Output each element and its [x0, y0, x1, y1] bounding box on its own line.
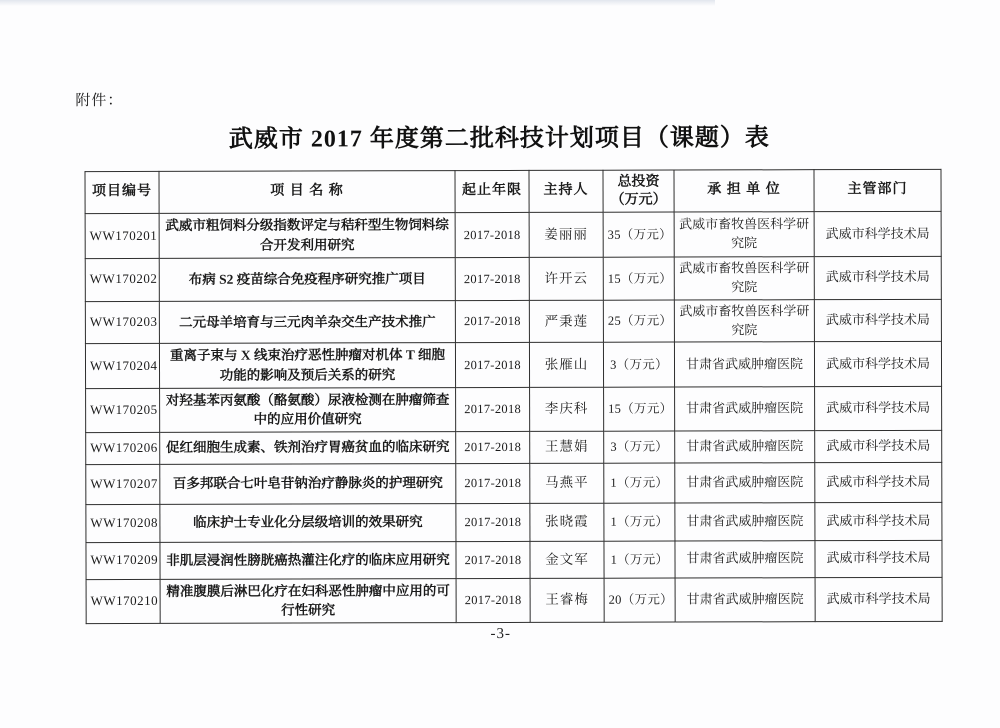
cell-undertaker: 武威市畜牧兽医科学研究院 — [674, 212, 814, 257]
cell-project-id: WW170202 — [85, 258, 159, 301]
cell-period: 2017-2018 — [456, 541, 530, 578]
cell-project-name: 百多邦联合七叶皂苷钠治疗静脉炎的护理研究 — [160, 463, 456, 504]
cell-supervisor: 武威市科学技术局 — [814, 256, 941, 299]
cell-leader: 金文军 — [530, 541, 604, 578]
cell-undertaker: 武威市畜牧兽医科学研究院 — [674, 299, 814, 342]
table-row — [85, 256, 941, 301]
cell-undertaker: 甘肃省武威肿瘤医院 — [675, 540, 815, 577]
table-row — [85, 211, 941, 258]
cell-project-id: WW170209 — [86, 542, 160, 579]
cell-project-name: 布病 S2 疫苗综合免疫程序研究推广项目 — [159, 258, 455, 301]
cell-investment: 3（万元） — [603, 342, 674, 386]
cell-investment: 1（万元） — [604, 541, 675, 578]
cell-period: 2017-2018 — [455, 300, 529, 343]
cell-investment: 25（万元） — [603, 300, 674, 343]
cell-leader: 张晓霞 — [530, 503, 604, 541]
cell-project-name: 对羟基苯丙氨酸（酪氨酸）尿液检测在肿瘤筛查中的应用价值研究 — [160, 387, 456, 432]
projects-table — [84, 169, 942, 624]
column-header: 起止年限 — [455, 170, 529, 212]
attachment-label: 附件： — [75, 92, 124, 110]
cell-investment: 20（万元） — [604, 578, 675, 622]
cell-investment: 15（万元） — [603, 257, 674, 300]
column-header: 项 目 名 称 — [159, 171, 455, 214]
table-row — [86, 502, 942, 542]
cell-supervisor: 武威市科学技术局 — [815, 577, 942, 621]
column-header: 项目编号 — [85, 171, 159, 213]
cell-project-name: 临床护士专业化分层级培训的效果研究 — [160, 503, 456, 542]
cell-project-id: WW170204 — [85, 344, 159, 388]
cell-project-name: 武威市粗饲料分级指数评定与秸秆型生物饲料综合开发利用研究 — [159, 213, 455, 259]
cell-leader: 严秉莲 — [529, 300, 603, 343]
cell-leader: 马燕平 — [530, 463, 604, 503]
cell-supervisor: 武威市科学技术局 — [815, 540, 942, 577]
cell-undertaker: 甘肃省武威肿瘤医院 — [675, 502, 815, 540]
column-header: 总投资（万元） — [603, 170, 674, 212]
cell-period: 2017-2018 — [455, 257, 529, 300]
cell-undertaker: 甘肃省武威肿瘤医院 — [674, 342, 814, 386]
cell-supervisor: 武威市科学技术局 — [814, 211, 941, 256]
column-header: 承 担 单 位 — [674, 170, 814, 212]
cell-investment: 15（万元） — [604, 387, 675, 431]
cell-project-id: WW170210 — [86, 579, 160, 623]
table-row — [85, 342, 941, 388]
table-row — [86, 430, 942, 464]
cell-project-name: 促红细胞生成素、铁剂治疗胃癌贫血的临床研究 — [160, 431, 456, 464]
cell-period: 2017-2018 — [456, 503, 530, 541]
cell-period: 2017-2018 — [456, 463, 530, 503]
cell-project-name: 非肌层浸润性膀胱癌热灌注化疗的临床应用研究 — [160, 541, 456, 579]
cell-project-id: WW170203 — [85, 301, 159, 344]
cell-project-id: WW170205 — [86, 388, 160, 432]
table-row — [86, 386, 942, 432]
cell-project-id: WW170208 — [86, 504, 160, 542]
table-row — [86, 577, 942, 623]
cell-leader: 王慧娟 — [530, 431, 604, 463]
cell-investment: 1（万元） — [604, 463, 675, 503]
cell-supervisor: 武威市科学技术局 — [815, 430, 942, 462]
cell-supervisor: 武威市科学技术局 — [815, 502, 942, 540]
table-row — [86, 462, 942, 504]
cell-period: 2017-2018 — [455, 212, 529, 257]
cell-project-id: WW170201 — [85, 213, 159, 258]
cell-undertaker: 甘肃省武威肿瘤医院 — [675, 386, 815, 430]
page-number: -3- — [490, 625, 511, 643]
cell-undertaker: 武威市畜牧兽医科学研究院 — [674, 257, 814, 300]
page-title: 武威市 2017 年度第二批科技计划项目（课题）表 — [228, 125, 770, 153]
projects-table-header — [85, 169, 941, 213]
cell-project-name: 精准腹膜后淋巴化疗在妇科恶性肿瘤中应用的可行性研究 — [160, 578, 456, 623]
cell-period: 2017-2018 — [455, 343, 529, 387]
cell-leader: 李庆科 — [530, 387, 604, 431]
cell-period: 2017-2018 — [456, 431, 530, 463]
cell-project-name: 二元母羊培育与三元肉羊杂交生产技术推广 — [159, 300, 455, 343]
cell-leader: 姜丽丽 — [529, 212, 603, 257]
cell-project-id: WW170206 — [86, 432, 160, 464]
cell-project-id: WW170207 — [86, 464, 160, 504]
cell-supervisor: 武威市科学技术局 — [814, 342, 941, 386]
cell-investment: 35（万元） — [603, 212, 674, 257]
cell-leader: 王睿梅 — [530, 578, 604, 622]
cell-period: 2017-2018 — [456, 578, 530, 622]
cell-investment: 1（万元） — [604, 503, 675, 541]
cell-undertaker: 甘肃省武威肿瘤医院 — [675, 577, 815, 621]
cell-supervisor: 武威市科学技术局 — [815, 386, 942, 430]
cell-undertaker: 甘肃省武威肿瘤医院 — [675, 430, 815, 462]
cell-project-name: 重离子束与 X 线束治疗恶性肿瘤对机体 T 细胞功能的影响及预后关系的研究 — [159, 343, 455, 388]
cell-leader: 许开云 — [529, 257, 603, 300]
projects-table-body — [85, 211, 942, 623]
column-header: 主管部门 — [814, 169, 941, 211]
cell-investment: 3（万元） — [604, 431, 675, 463]
table-row — [85, 299, 941, 344]
header-row — [85, 169, 941, 213]
cell-supervisor: 武威市科学技术局 — [814, 299, 941, 342]
cell-leader: 张雁山 — [529, 343, 603, 387]
cell-supervisor: 武威市科学技术局 — [815, 462, 942, 502]
table-row — [86, 540, 942, 579]
cell-undertaker: 甘肃省武威肿瘤医院 — [675, 462, 815, 502]
column-header: 主持人 — [529, 170, 603, 212]
cell-period: 2017-2018 — [456, 387, 530, 431]
